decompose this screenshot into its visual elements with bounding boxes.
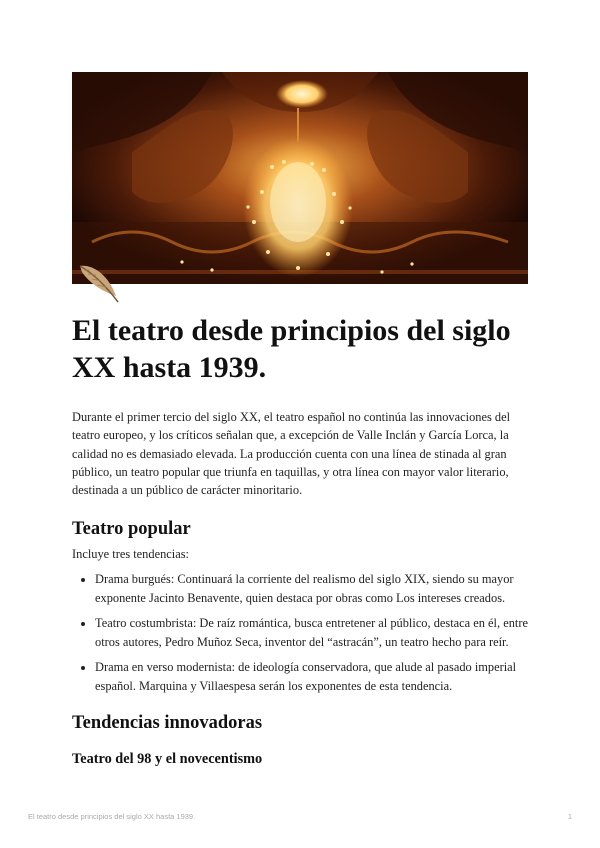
footer-title: El teatro desde principios del siglo XX hasta 1939. [28,812,196,821]
subheading-teatro-98: Teatro del 98 y el novecentismo [72,751,263,767]
list-item: Drama burgués: Continuará la corriente del realismo del siglo XIX, siendo su mayor exponente Jacinto Benavente, quien destaca por obras como Los intereses creados. [95,570,545,608]
section-heading-teatro-popular: Teatro popular [72,519,191,539]
page-title: El teatro desde principios del siglo XX hasta 1939. [72,314,511,384]
section-heading-tendencias-innovadoras: Tendencias innovadoras [72,713,263,733]
intro-paragraph: Durante el primer tercio del siglo XX, el teatro español no continúa las innovaciones del teatro europeo, y los críticos señalan que, a excepción de Valle Inclán y García Lorca, la calidad no es demasiado elevada. La producción cuenta con una línea de stinada al gran público, un teatro popular que triunfa en taquillas, y otra línea con mayor valor literario, destinada a un público de carácter minoritario. [72,410,511,498]
hero-image [72,72,528,284]
list-item: Drama en verso modernista: de ideología conservadora, que alude al pasado imperial español. Marquina y Villaespesa serán los exponentes de esta tendencia. [95,658,545,696]
feather-quill-icon [74,258,124,308]
tendencias-list [72,570,545,702]
list-item: Teatro costumbrista: De raíz romántica, busca entretener al público, destaca en él, entre otros autores, Pedro Muñoz Seca, inventor del “astracán”, un teatro hecho para reír. [95,614,545,652]
section-lead: Incluye tres tendencias: [72,547,189,561]
page-number: 1 [567,812,572,821]
